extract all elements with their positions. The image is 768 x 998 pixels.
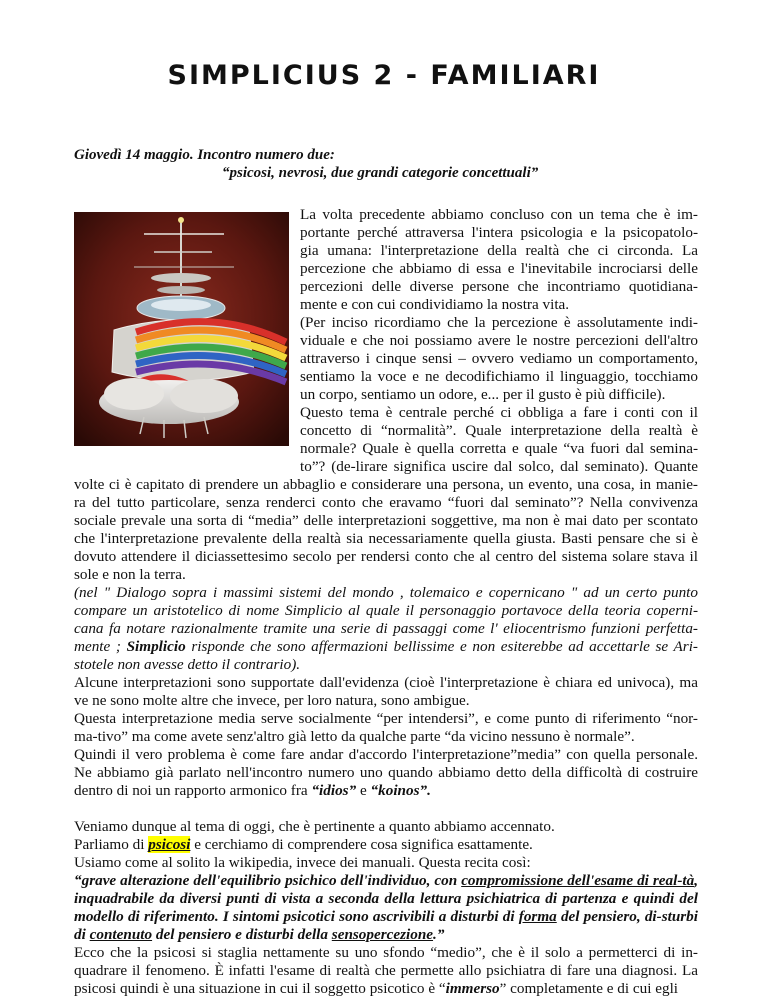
text-line: normale? Quale è quella corretta e quale “va fuori dal semina- [300,440,698,457]
italic-note: (nel " Dialogo sopra i massimi sistemi del mondo , tolemaico e copernicano " ad un certo punto compare un aristotelico di nome Simplicio al quale il personaggio portavoce della teoria coperni-cana fa notare razionalmente tramite una serie di passaggi come l' eliocentrismo funzioni perfetta-mente ; Simplicio risponde che sono affermazioni bellissime e non esiterebbe ad accettarle se Ari-stotele non avesse detto il contrario). [74,584,698,673]
paragraph-gap [74,800,698,818]
page-title: SIMPLICIUS 2 - FAMILIARI [167,60,601,91]
text-line: sociale prevale una sorta di “media” delle interpretazioni soggettive, ma non è mai dato per scontato [74,512,698,529]
intro-wrapped-text [74,206,698,584]
text-line: portante perché attraversa l'intera psicologia e la psicopatolo- [300,224,698,241]
text-line: percezione che abbiamo di essa e l'inevitabile incrociarsi delle [300,260,698,277]
idios-term: “idios” [311,782,357,799]
text-line: gia umana: l'interpretazione della realtà che ci circonda. La [300,242,698,259]
text-line: to”? (de-lirare significa uscire dal solco, dal seminato). Quante [300,458,698,475]
paragraph-ecco: Ecco che la psicosi si staglia nettamente su uno sfondo “medio”, che è il solo a permetterci di in-quadrare il fenomeno. È infatti l'esame di realtà che permette allo psichiatra di fare una diagnosi. La psicosi quindi è una situazione in cui il soggetto psicotico è “immerso” completamente e di cui egli [74,944,698,997]
text-line: volte ci è capitato di prendere un abbaglio e considerare una persona, un evento, una cosa, in manie- [74,476,698,493]
text-line: mente e con cui condividiamo la nostra vita. [300,296,570,313]
paragraph-media: Questa interpretazione media serve socialmente “per intendersi”, e come punto di riferimento “nor-ma-tivo” ma come avete senz'altro già letto da qualche parte “da vicino nessuno è normale”. [74,710,698,745]
text-line: (Per inciso ricordiamo che la percezione è assolutamente indi- [300,314,698,331]
text-line: sole e non la terra. [74,566,186,583]
paragraph-wiki: Usiamo come al solito la wikipedia, invece dei manuali. Questa recita così: [74,854,531,871]
text-line: percezioni delle diverse persone che incontriamo quotidiana- [300,278,698,295]
underlined-term: sensopercezione [331,926,434,943]
text-line: viduale e che noi possiamo avere le nostre percezioni dell'altro [300,332,698,349]
paragraph-psicosi: Parliamo di psicosi e cerchiamo di comprendere cosa significa esattamente. [74,836,533,853]
text-line: ra del tutto particolare, senza renderci conto che eravamo “fuori dal seminato”? Nella convivenza [74,494,698,511]
text-line: La volta precedente abbiamo concluso con un tema che è im- [300,206,698,223]
simplicio-name: Simplicio [126,638,186,655]
immerso-term: immerso [445,980,500,997]
underlined-term: forma [518,908,557,925]
text-line: concetto di “normalità”. Quale interpretazione della realtà è [300,422,698,439]
underlined-term: compromissione dell'esame di real-tà [461,872,695,889]
meeting-subtitle: “psicosi, nevrosi, due grandi categorie concettuali” [222,165,539,181]
body-text [74,584,698,998]
text-line: attraverso i cinque sensi – ovvero vediamo un comportamento, [300,350,698,367]
wikipedia-quote: “grave alterazione dell'equilibrio psichico dell'individuo, con compromissione dell'esame di real-tà, inquadrabile da diversi punti di vista a seconda della lettura psichiatrica di partenza e quindi del modello di riferimento. I sintomi psicotici sono ascrivibili a disturbi di forma del pensiero, di-sturbi di contenuto del pensiero e disturbi della sensopercezione.” [74,872,699,943]
paragraph-problem: Quindi il vero problema è come fare andar d'accordo l'interpretazione”media” con quella personale. Ne abbiamo già parlato nell'incontro numero uno quando abbiamo detto della difficoltà di costruire dentro di noi un rapporto armonico fra “idios” e “koinos”. [74,746,698,799]
underlined-term: contenuto [89,926,153,943]
psicosi-highlight: psicosi [148,836,191,853]
text-line: sentiamo la voce e ne decodifichiamo il linguaggio, tocchiamo [300,368,698,385]
paragraph-today: Veniamo dunque al tema di oggi, che è pertinente a quanto abbiamo accennato. [74,818,555,835]
text-line: Questo tema è centrale perché ci obbliga a fare i conti con il [300,404,698,421]
text-line: che l'interpretazione prevalente della realtà sia necessariamente quella giusta. Basti pensare che si è [74,530,698,547]
text-line: un corpo, sentiamo un odore, e... per il gusto è più difficile). [300,386,666,403]
paragraph-evidence: Alcune interpretazioni sono supportate dall'evidenza (cioè l'interpretazione è chiara ed univoca), ma ve ne sono molte altre che invece, per loro natura, sono ambigue. [74,674,698,709]
text-line: dovuto attendere il diciassettesimo secolo per rendersi conto che al centro del sistema solare stava il [74,548,698,565]
koinos-term: “koinos”. [370,782,431,799]
meeting-date-heading: Giovedì 14 maggio. Incontro numero due: [74,147,335,163]
